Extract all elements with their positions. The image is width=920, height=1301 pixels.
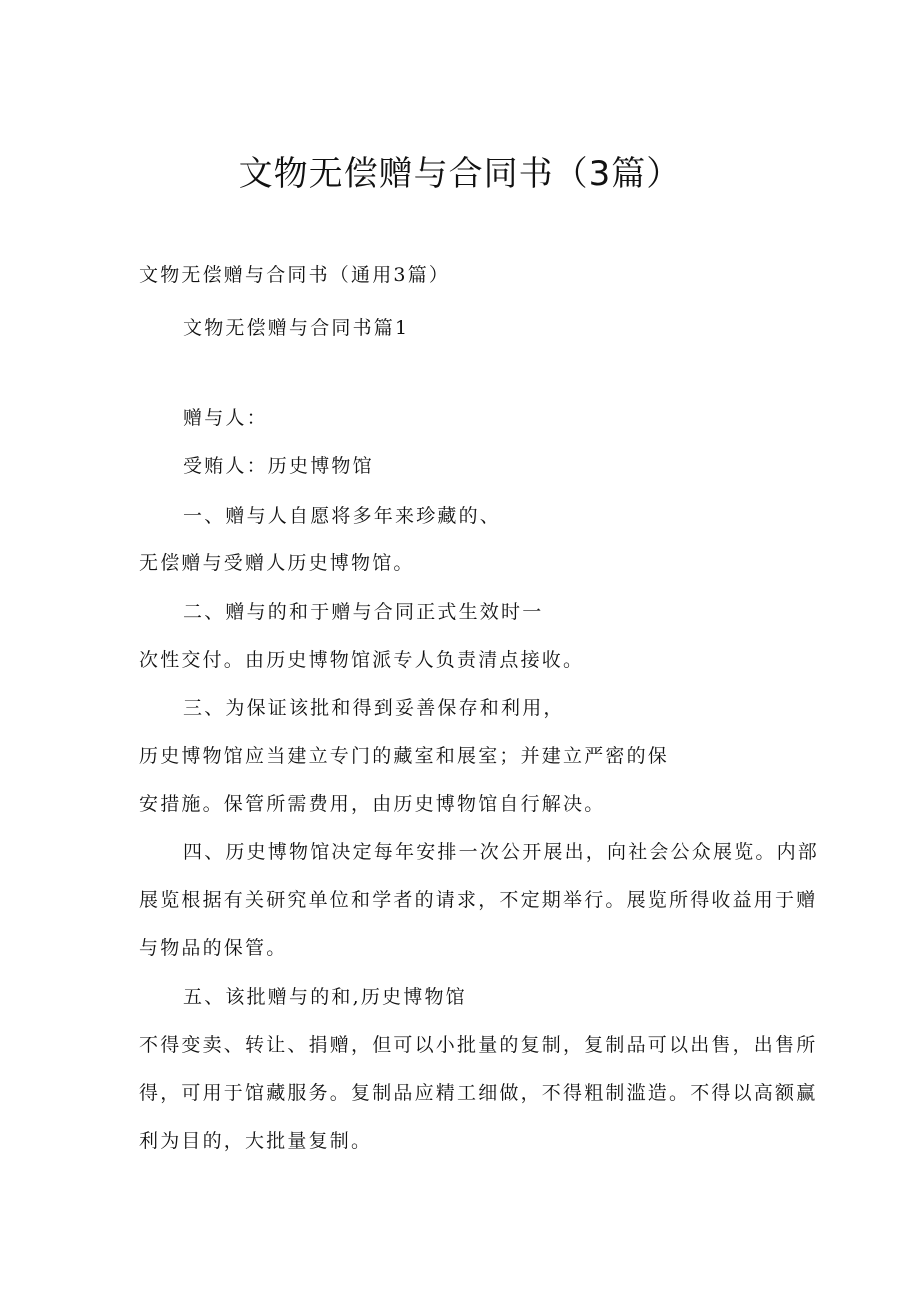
clause-4-line-2: 展览根据有关研究单位和学者的请求，不定期举行。展览所得收益用于赠 [139,889,818,911]
document-subtitle: 文物无偿赠与合同书（通用3篇） [139,264,451,286]
recipient-line: 受贿人：历史博物馆 [183,455,374,477]
clause-5-line-2: 不得变卖、转让、捐赠，但可以小批量的复制，复制品可以出售，出售所 [139,1034,818,1056]
clause-2-line-1: 二、赠与的和于赠与合同正式生效时一 [183,601,544,623]
clause-4-line-1: 四、历史博物馆决定每年安排一次公开展出，向社会公众展览。内部 [183,841,820,863]
clause-2-line-2: 次性交付。由历史博物馆派专人负责清点接收。 [139,649,585,671]
clause-5-line-3: 得，可用于馆藏服务。复制品应精工细做，不得粗制滥造。不得以高额赢 [139,1082,818,1104]
clause-3-line-2: 历史博物馆应当建立专门的藏室和展室；并建立严密的保 [139,745,670,767]
donor-line: 赠与人： [183,407,268,429]
clause-5-line-1: 五、该批赠与的和,历史博物馆 [183,986,467,1008]
clause-1-line-2: 无偿赠与受赠人历史博物馆。 [139,552,415,574]
document-title: 文物无偿赠与合同书（3篇） [238,154,682,194]
clause-4-line-3: 与物品的保管。 [139,937,288,959]
clause-5-line-4: 利为目的，大批量复制。 [139,1130,373,1152]
clause-1-line-1: 一、赠与人自愿将多年来珍藏的、 [183,505,502,527]
section-heading: 文物无偿赠与合同书篇1 [183,317,410,339]
clause-3-line-1: 三、为保证该批和得到妥善保存和利用， [183,697,565,719]
clause-3-line-3: 安措施。保管所需费用，由历史博物馆自行解决。 [139,793,606,815]
